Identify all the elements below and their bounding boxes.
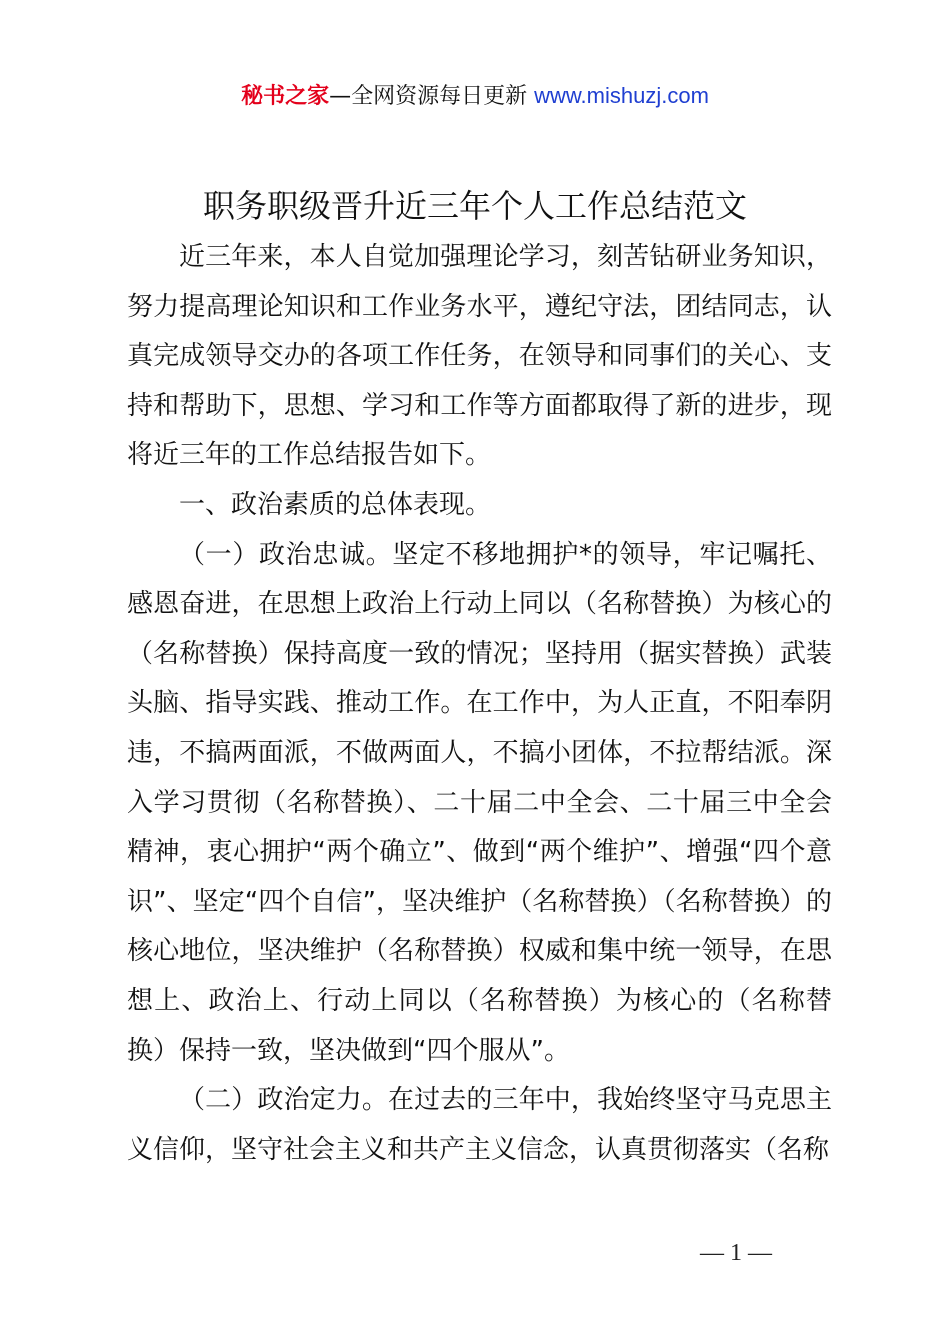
section-heading-1: 一、政治素质的总体表现。: [179, 489, 492, 520]
document-body: [127, 233, 832, 1175]
site-brand: 秘书之家: [241, 84, 330, 109]
paragraph-political-resolve: （二）政治定力。在过去的三年中，我始终坚守马克思主义信仰，坚守社会主义和共产主义信念，认真贯彻落实（名称: [127, 1085, 832, 1165]
document-title: 职务职级晋升近三年个人工作总结范文: [202, 187, 747, 225]
site-header: [0, 80, 950, 113]
paragraph-intro: 近三年来，本人自觉加强理论学习，刻苦钻研业务知识，努力提高理论知识和工作业务水平，遵纪守法，团结同志，认真完成领导交办的各项工作任务，在领导和同事们的关心、支持和帮助下，思想、学习和工作等方面都取得了新的进步，现将近三年的工作总结报告如下。: [127, 242, 832, 471]
site-tagline: —全网资源每日更新: [329, 84, 528, 109]
page-number: — 1 —: [700, 1240, 772, 1266]
site-url-link[interactable]: www.mishuzj.com: [534, 83, 709, 108]
paragraph-political-loyalty: （一）政治忠诚。坚定不移地拥护*的领导，牢记嘱托、感恩奋进，在思想上政治上行动上同以（名称替换）为核心的（名称替换）保持高度一致的情况；坚持用（据实替换）武装头脑、指导实践、推动工作。在工作中，为人正直，不阳奉阴违，不搞两面派，不做两面人，不搞小团体，不拉帮结派。深入学习贯彻（名称替换）、二十届二中全会、二十届三中全会精神，衷心拥护“两个确立”、做到“两个维护”、增强“四个意识”、坚定“四个自信”，坚决维护（名称替换）（名称替换）的核心地位，坚决维护（名称替换）权威和集中统一领导，在思想上、政治上、行动上同以（名称替换）为核心的（名称替换）保持一致，坚决做到“四个服从”。: [127, 539, 832, 1066]
